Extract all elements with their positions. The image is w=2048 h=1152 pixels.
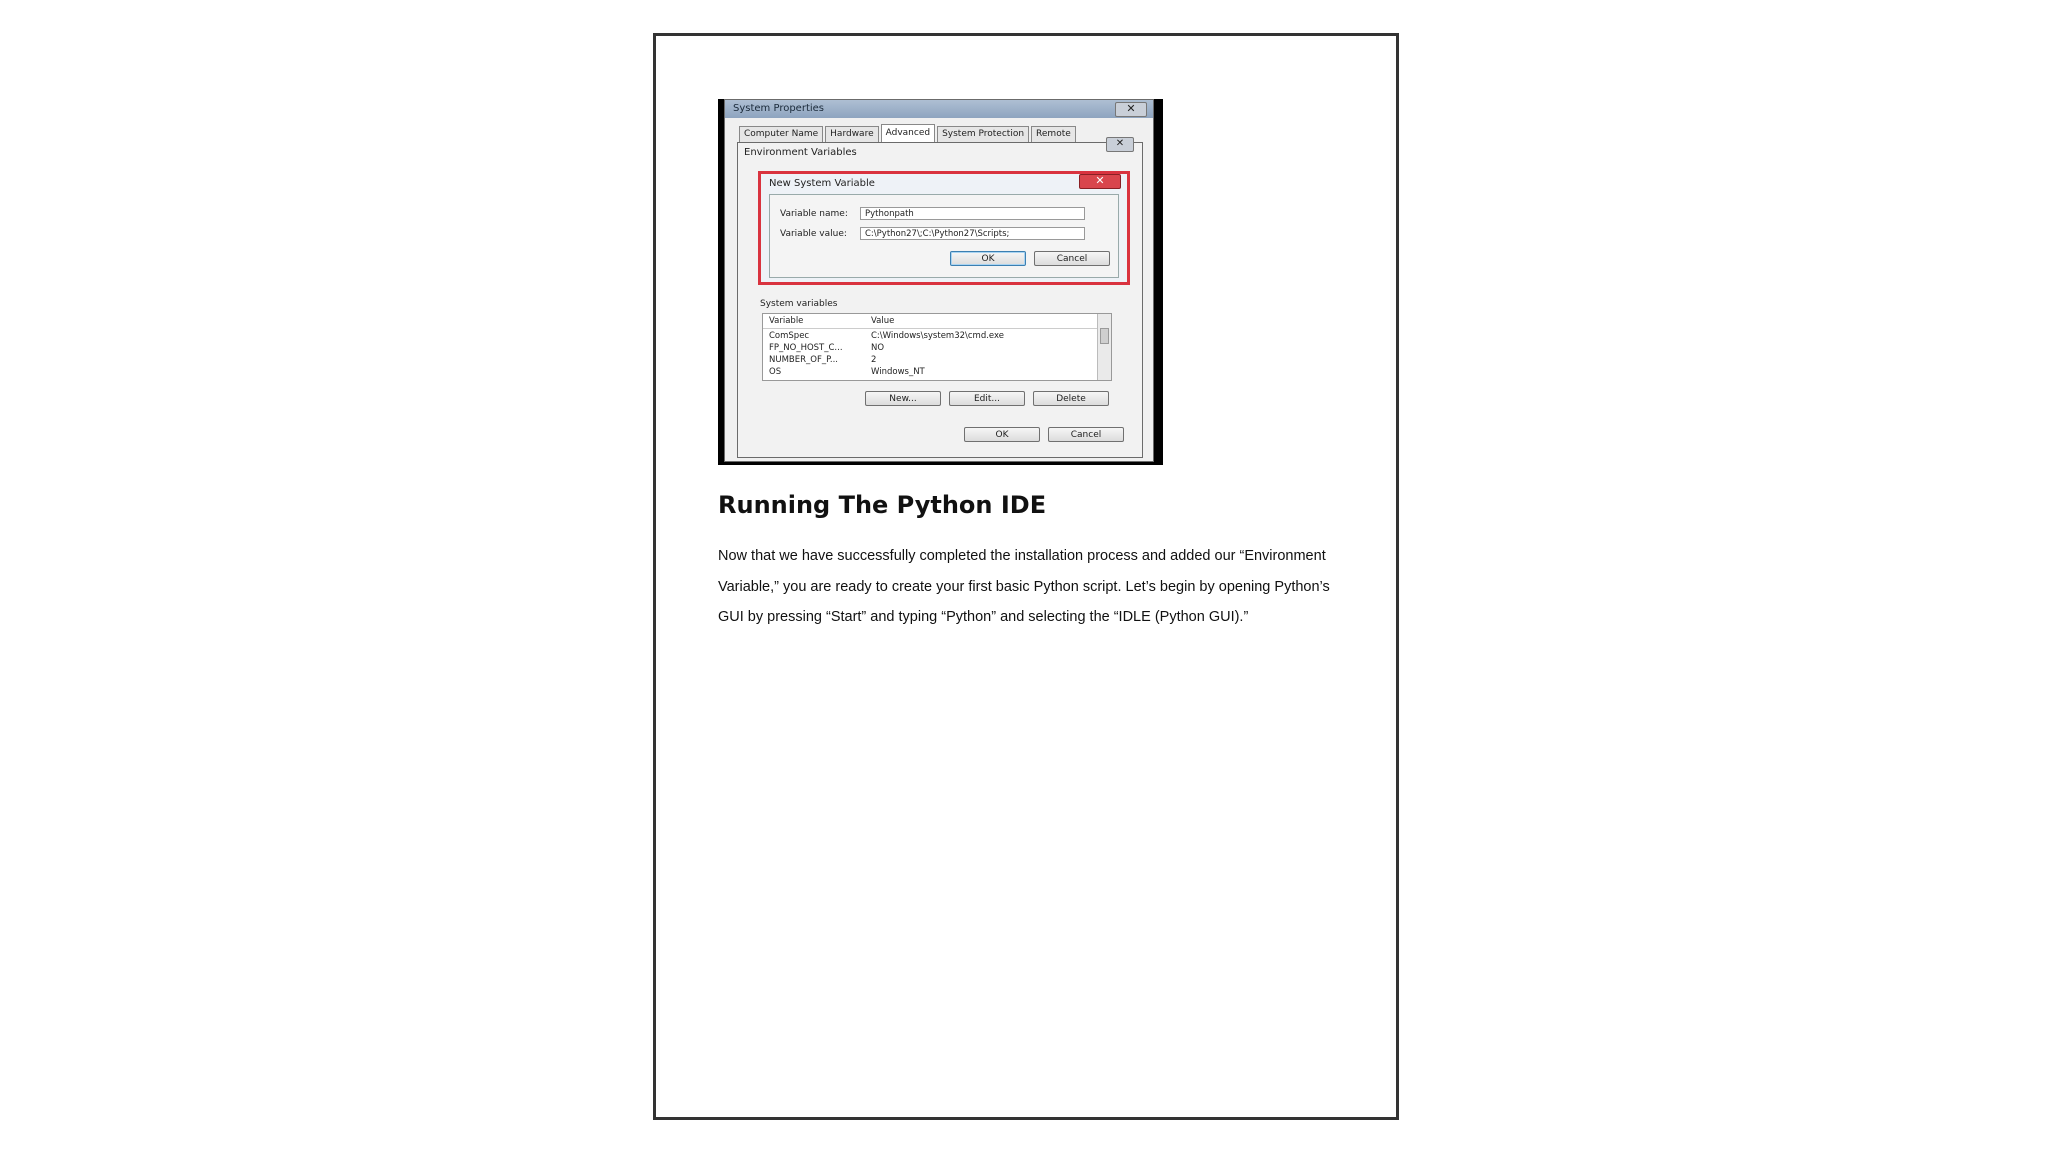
table-row-value[interactable]: NO [871, 343, 885, 353]
system-variables-label: System variables [760, 299, 838, 309]
screenshot-figure [718, 99, 1163, 465]
table-row-variable[interactable]: OS [769, 367, 782, 377]
dialog-cancel-button[interactable]: Cancel [1034, 251, 1110, 266]
column-header-value: Value [871, 316, 895, 326]
variable-name-field[interactable]: Pythonpath [860, 207, 1085, 220]
env-ok-button[interactable]: OK [964, 427, 1040, 442]
system-variables-list [762, 313, 1112, 381]
tab-bar [739, 126, 1076, 142]
tab-system-protection[interactable]: System Protection [937, 126, 1029, 142]
table-row-variable[interactable]: ComSpec [769, 331, 810, 341]
environment-variables-window [737, 138, 1143, 458]
system-properties-titlebar [725, 100, 1153, 118]
variable-name-label: Variable name: [780, 209, 848, 219]
table-row-value[interactable]: 2 [871, 355, 877, 365]
tab-advanced[interactable]: Advanced [881, 124, 935, 142]
table-row-value[interactable]: C:\Windows\system32\cmd.exe [871, 331, 1005, 341]
scroll-thumb[interactable] [1100, 328, 1109, 344]
body-paragraph: Now that we have successfully completed the installation process and added our “Environment Variable,” you are ready to create your first basic Python script. Let’s begin by opening Python’s GUI by pressing “Start” and typing “Python” and selecting the “IDLE (Python GUI).” [718, 548, 1330, 625]
new-system-variable-title: New System Variable [769, 178, 875, 189]
section-heading: Running The Python IDE [718, 491, 1047, 519]
variable-value-field[interactable]: C:\Python27\;C:\Python27\Scripts; [860, 227, 1085, 240]
system-properties-window [724, 99, 1154, 462]
new-system-variable-dialog [758, 171, 1130, 285]
column-header-variable: Variable [769, 316, 804, 326]
variable-value-label: Variable value: [780, 229, 847, 239]
tab-hardware[interactable]: Hardware [825, 126, 878, 142]
document-page [653, 33, 1399, 1120]
env-close-icon[interactable]: ✕ [1106, 137, 1134, 152]
dialog-body [769, 194, 1119, 278]
new-button[interactable]: New... [865, 391, 941, 406]
environment-variables-title: Environment Variables [744, 147, 857, 158]
table-row-variable[interactable]: NUMBER_OF_P... [769, 355, 839, 365]
edit-button[interactable]: Edit... [949, 391, 1025, 406]
table-row-variable[interactable]: FP_NO_HOST_C... [769, 343, 843, 353]
list-scrollbar[interactable] [1097, 314, 1111, 380]
tab-remote[interactable]: Remote [1031, 126, 1076, 142]
system-properties-title: System Properties [733, 103, 825, 114]
table-row-value[interactable]: Windows_NT [871, 367, 925, 377]
env-cancel-button[interactable]: Cancel [1048, 427, 1124, 442]
tab-computer-name[interactable]: Computer Name [739, 126, 823, 142]
close-icon[interactable]: ✕ [1115, 102, 1147, 117]
delete-button[interactable]: Delete [1033, 391, 1109, 406]
dialog-close-icon[interactable]: ✕ [1079, 174, 1121, 189]
dialog-ok-button[interactable]: OK [950, 251, 1026, 266]
